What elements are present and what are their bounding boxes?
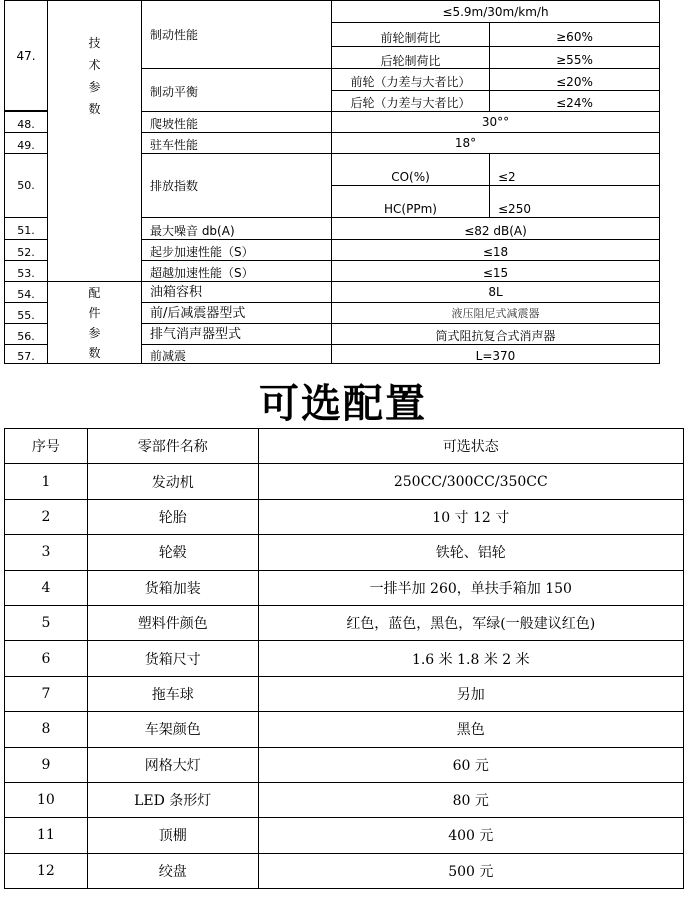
row-number-49 [4, 132, 48, 153]
value-text: ≤2 [498, 169, 516, 184]
row-part-name: LED 条形灯 [87, 782, 258, 817]
value-text: 30°° [481, 115, 510, 129]
row-option-status: 铁轮、铝轮 [258, 535, 683, 570]
row-number-text: 57. [17, 349, 35, 363]
table-row [5, 570, 684, 605]
label-text: 排气消声器型式 [150, 326, 242, 342]
label-text: 油箱容积 [150, 284, 203, 300]
label-text: 制动性能 [150, 27, 199, 42]
group-char: 数 [88, 345, 101, 360]
front-shock-label [142, 344, 332, 364]
group-char: 参 [88, 325, 101, 340]
noise-value [332, 217, 660, 239]
row-index: 9 [5, 747, 88, 782]
balance-label [142, 68, 332, 111]
climb-value [332, 111, 660, 132]
row-part-name: 货箱加装 [87, 570, 258, 605]
row-part-name: 发动机 [87, 464, 258, 499]
row-number-52 [4, 239, 48, 260]
row-option-status: 另加 [258, 676, 683, 711]
label-text: 后轮制荷比 [380, 53, 441, 68]
value-text: ≥60% [556, 29, 593, 44]
section-title: 可选配置 [259, 381, 427, 427]
row-number-text: 55. [17, 308, 35, 322]
row-number-text: 51. [17, 224, 35, 237]
row-index: 6 [5, 641, 88, 676]
value-text: L=370 [475, 349, 516, 363]
row-part-name: 顶棚 [87, 818, 258, 853]
group-char: 参 [88, 80, 101, 94]
group-char: 数 [88, 102, 101, 116]
row-part-name: 车架颜色 [87, 712, 258, 747]
row-option-status: 500 元 [258, 853, 683, 888]
table-row [5, 641, 684, 676]
row-number-text: 56. [17, 329, 35, 343]
front-brake-value [490, 22, 660, 46]
row-index: 2 [5, 499, 88, 534]
value-text: ≥55% [556, 52, 593, 67]
group-char: 件 [88, 305, 101, 320]
value-text: ≤20% [556, 74, 593, 89]
label-text: 前轮（力差与大者比） [350, 74, 471, 89]
row-number-text: 54. [17, 287, 35, 301]
row-number-text: 50. [17, 179, 35, 192]
row-number-text: 53. [17, 266, 35, 280]
label-text: 超越加速性能（S） [150, 266, 254, 280]
row-part-name: 拖车球 [87, 676, 258, 711]
hc-label [332, 185, 490, 217]
brake-speed-value [332, 0, 660, 22]
table-row [5, 782, 684, 817]
label-text: 驻车性能 [150, 138, 199, 152]
start-accel-label [142, 239, 332, 260]
table-row [5, 676, 684, 711]
row-option-status: 黑色 [258, 712, 683, 747]
row-part-name: 轮胎 [87, 499, 258, 534]
row-part-name: 轮毂 [87, 535, 258, 570]
row-option-status: 80 元 [258, 782, 683, 817]
value-text: 18° [454, 136, 477, 150]
row-index: 12 [5, 853, 88, 888]
options-header-row [5, 429, 684, 464]
value-text: ≤82 dB(A) [464, 223, 527, 238]
row-number-text: 52. [17, 245, 35, 259]
label-text: 后轮（力差与大者比） [350, 96, 471, 110]
park-label [142, 132, 332, 153]
row-part-name: 网格大灯 [87, 747, 258, 782]
group-char: 技 [88, 36, 101, 50]
row-number-text: 48. [17, 117, 35, 131]
row-number-text: 49. [17, 138, 35, 152]
value-text: 8L [488, 285, 503, 299]
row-number-50 [4, 153, 48, 217]
group-char: 术 [88, 58, 101, 72]
row-number-48 [4, 111, 48, 132]
brake-label [142, 0, 332, 68]
row-index: 3 [5, 535, 88, 570]
pass-accel-label [142, 260, 332, 281]
table-row [5, 712, 684, 747]
balance-rear-value [490, 90, 660, 111]
label-text: 排放指数 [150, 178, 199, 193]
pass-accel-value [332, 260, 660, 281]
label-text: 前/后减震器型式 [150, 305, 246, 321]
value-text: ≤18 [482, 245, 509, 259]
row-number-54 [4, 281, 48, 302]
value-text: ≤250 [498, 201, 531, 216]
balance-front-label [332, 68, 490, 90]
value-text: ≤5.9m/30m/km/h [442, 4, 549, 19]
row-option-status: 250CC/300CC/350CC [258, 464, 683, 499]
row-index: 11 [5, 818, 88, 853]
hc-value [490, 185, 660, 217]
header-part-name: 零部件名称 [87, 429, 258, 464]
table-row [5, 853, 684, 888]
group-parts-params [48, 281, 142, 364]
value-text: 筒式阻抗复合式消声器 [435, 329, 556, 343]
group-char: 配 [88, 285, 101, 300]
label-text: 前减震 [150, 349, 187, 363]
row-number-53 [4, 260, 48, 281]
muffler-value [332, 323, 660, 344]
row-number-55 [4, 302, 48, 323]
value-text: 液压阻尼式减震器 [451, 306, 540, 320]
table-row [5, 747, 684, 782]
value-text: ≤15 [482, 266, 509, 280]
co-label [332, 153, 490, 185]
co-value [490, 153, 660, 185]
emission-label [142, 153, 332, 217]
row-index: 4 [5, 570, 88, 605]
label-text: 最大噪音 db(A) [150, 223, 235, 238]
table-row [5, 535, 684, 570]
row-number-47 [4, 0, 48, 111]
shock-value [332, 302, 660, 323]
table-row [5, 818, 684, 853]
row-option-status: 400 元 [258, 818, 683, 853]
row-number-text: 47. [16, 48, 36, 63]
rear-brake-label [332, 46, 490, 68]
row-option-status: 10 寸 12 寸 [258, 499, 683, 534]
row-part-name: 绞盘 [87, 853, 258, 888]
row-part-name: 塑料件颜色 [87, 605, 258, 640]
row-number-51 [4, 217, 48, 239]
label-text: 前轮制荷比 [380, 30, 441, 45]
value-text: ≤24% [556, 96, 593, 110]
row-index: 10 [5, 782, 88, 817]
row-number-56 [4, 323, 48, 344]
row-index: 7 [5, 676, 88, 711]
balance-front-value [490, 68, 660, 90]
label-text: 制动平衡 [150, 85, 199, 99]
row-part-name: 货箱尺寸 [87, 641, 258, 676]
table-row [5, 605, 684, 640]
row-index: 8 [5, 712, 88, 747]
header-index: 序号 [5, 429, 88, 464]
tank-value [332, 281, 660, 302]
table-row [5, 499, 684, 534]
front-brake-label [332, 22, 490, 46]
noise-label [142, 217, 332, 239]
shock-label [142, 302, 332, 323]
label-text: CO(%) [391, 169, 430, 184]
muffler-label [142, 323, 332, 344]
header-option-status: 可选状态 [258, 429, 683, 464]
front-shock-value [332, 344, 660, 364]
rear-brake-value [490, 46, 660, 68]
row-number-57 [4, 344, 48, 364]
row-option-status: 60 元 [258, 747, 683, 782]
tank-label [142, 281, 332, 302]
label-text: 爬坡性能 [150, 117, 199, 131]
balance-rear-label [332, 90, 490, 111]
group-tech-params [48, 0, 142, 281]
table-row [5, 464, 684, 499]
row-index: 5 [5, 605, 88, 640]
climb-label [142, 111, 332, 132]
label-text: HC(PPm) [384, 201, 437, 216]
row-option-status: 一排半加 260，单扶手箱加 150 [258, 570, 683, 605]
label-text: 起步加速性能（S） [150, 245, 254, 259]
park-value [332, 132, 660, 153]
options-table [4, 428, 684, 889]
start-accel-value [332, 239, 660, 260]
row-index: 1 [5, 464, 88, 499]
row-option-status: 1.6 米 1.8 米 2 米 [258, 641, 683, 676]
row-option-status: 红色，蓝色，黑色，军绿(一般建议红色) [258, 605, 683, 640]
